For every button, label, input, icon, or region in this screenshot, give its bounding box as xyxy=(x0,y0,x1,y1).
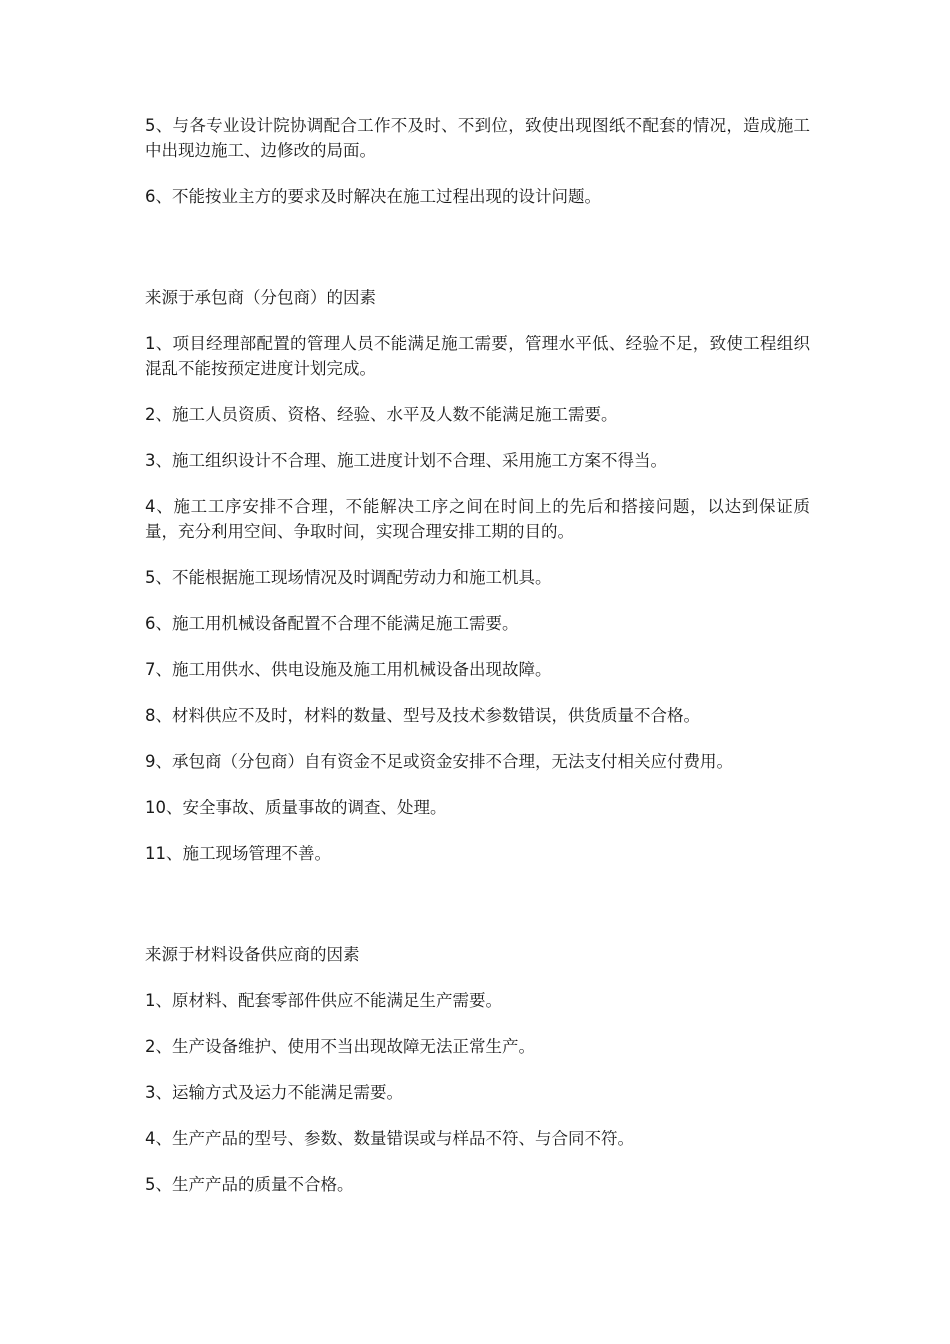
supplier-item-1: 1、原材料、配套零部件供应不能满足生产需要。 xyxy=(145,991,502,1010)
supplier-item-2: 2、生产设备维护、使用不当出现故障无法正常生产。 xyxy=(145,1037,535,1056)
document-page xyxy=(145,113,810,1218)
contractor-section-title: 来源于承包商（分包商）的因素 xyxy=(145,288,376,307)
contractor-item-7: 7、施工用供水、供电设施及施工用机械设备出现故障。 xyxy=(145,660,552,679)
supplier-item-4: 4、生产产品的型号、参数、数量错误或与样品不符、与合同不符。 xyxy=(145,1129,634,1148)
design-item-5: 5、与各专业设计院协调配合工作不及时、不到位，致使出现图纸不配套的情况，造成施工中出现边施工、边修改的局面。 xyxy=(145,116,810,160)
contractor-item-6: 6、施工用机械设备配置不合理不能满足施工需要。 xyxy=(145,614,519,633)
contractor-item-10: 10、安全事故、质量事故的调查、处理。 xyxy=(145,798,447,817)
supplier-item-5: 5、生产产品的质量不合格。 xyxy=(145,1175,354,1194)
contractor-item-9: 9、承包商（分包商）自有资金不足或资金安排不合理，无法支付相关应付费用。 xyxy=(145,752,733,771)
contractor-item-5: 5、不能根据施工现场情况及时调配劳动力和施工机具。 xyxy=(145,568,552,587)
contractor-item-2: 2、施工人员资质、资格、经验、水平及人数不能满足施工需要。 xyxy=(145,405,618,424)
section-gap xyxy=(145,887,810,942)
contractor-item-8: 8、材料供应不及时，材料的数量、型号及技术参数错误，供货质量不合格。 xyxy=(145,706,700,725)
design-item-6: 6、不能按业主方的要求及时解决在施工过程出现的设计问题。 xyxy=(145,187,601,206)
supplier-section-title: 来源于材料设备供应商的因素 xyxy=(145,945,360,964)
contractor-item-3: 3、施工组织设计不合理、施工进度计划不合理、采用施工方案不得当。 xyxy=(145,451,667,470)
supplier-item-3: 3、运输方式及运力不能满足需要。 xyxy=(145,1083,403,1102)
contractor-item-4: 4、施工工序安排不合理，不能解决工序之间在时间上的先后和搭接问题，以达到保证质量，充分利用空间、争取时间，实现合理安排工期的目的。 xyxy=(145,497,810,541)
contractor-item-1: 1、项目经理部配置的管理人员不能满足施工需要，管理水平低、经验不足，致使工程组织混乱不能按预定进度计划完成。 xyxy=(145,334,810,378)
contractor-item-11: 11、施工现场管理不善。 xyxy=(145,844,331,863)
section-gap xyxy=(145,230,810,285)
